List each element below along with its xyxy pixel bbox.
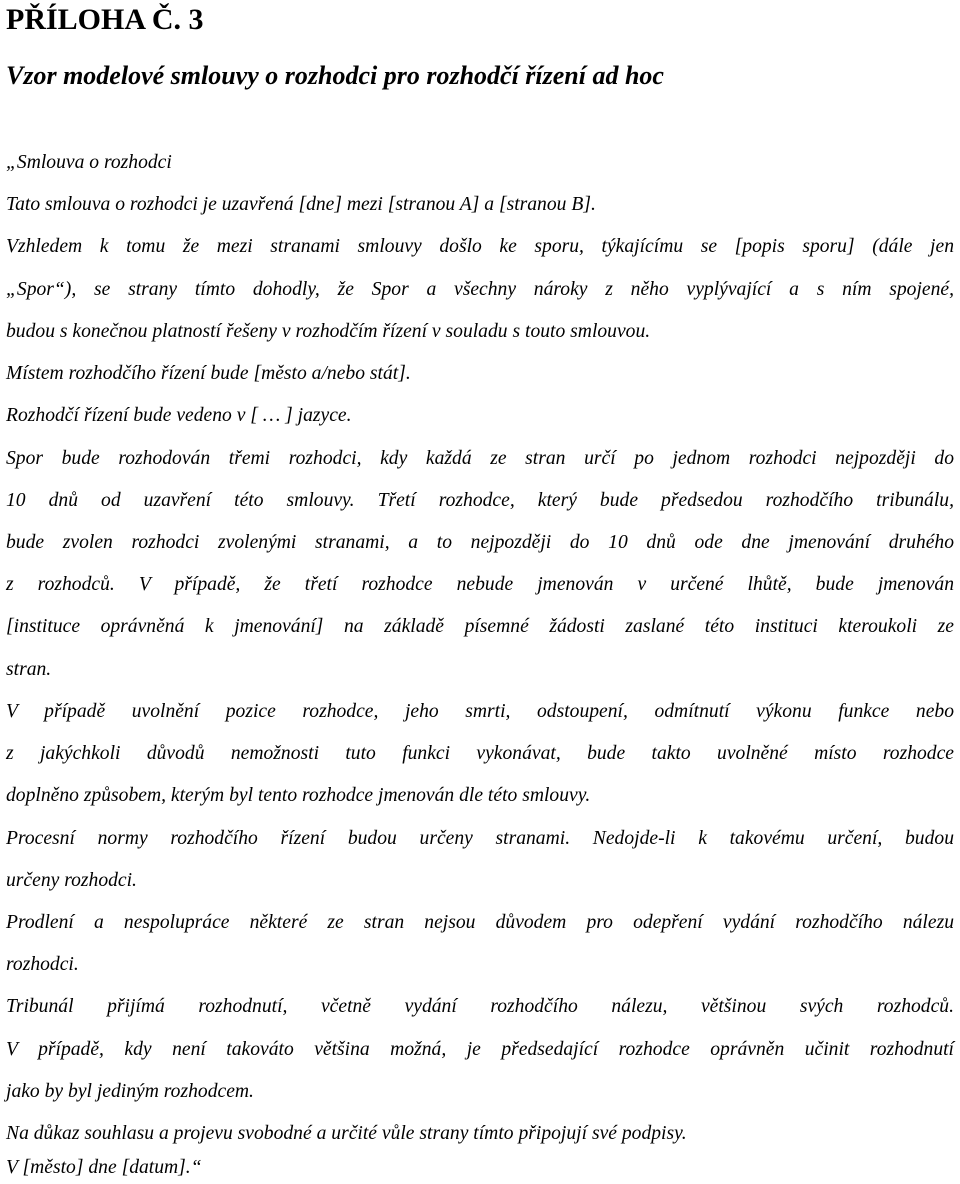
document-title: PŘÍLOHA Č. 3	[6, 3, 204, 36]
text-line: V případě uvolnění pozice rozhodce, jeho smrti, odstoupení, odmítnutí výkonu funkce nebo	[6, 701, 954, 722]
text-line: z rozhodců. V případě, že třetí rozhodce nebude jmenován v určené lhůtě, bude jmenován	[6, 574, 954, 595]
text-line: budou s konečnou platností řešeny v rozhodčím řízení v souladu s touto smlouvou.	[6, 321, 651, 342]
text-line: stran.	[6, 659, 52, 680]
text-line: z jakýchkoli důvodů nemožnosti tuto funkci vykonávat, bude takto uvolněné místo rozhodce	[6, 743, 954, 764]
text-line: Spor bude rozhodován třemi rozhodci, kdy každá ze stran určí po jednom rozhodci nejpozději do	[6, 448, 954, 469]
text-line: Tribunál přijímá rozhodnutí, včetně vydání rozhodčího nálezu, většinou svých rozhodců.	[6, 996, 954, 1017]
text-line: Vzhledem k tomu že mezi stranami smlouvy došlo ke sporu, týkajícímu se [popis sporu] (dále jen	[6, 236, 954, 257]
text-line: doplněno způsobem, kterým byl tento rozhodce jmenován dle této smlouvy.	[6, 785, 591, 806]
text-line: Procesní normy rozhodčího řízení budou určeny stranami. Nedojde-li k takovému určení, budou	[6, 828, 954, 849]
text-line: rozhodci.	[6, 954, 79, 975]
text-line: jako by byl jediným rozhodcem.	[6, 1081, 254, 1102]
text-line: Místem rozhodčího řízení bude [město a/nebo stát].	[6, 363, 411, 384]
text-line: určeny rozhodci.	[6, 870, 137, 891]
text-line: V [město] dne [datum].“	[6, 1157, 202, 1178]
text-line: „Spor“), se strany tímto dohodly, že Spor a všechny nároky z něho vyplývající a s ním spojené,	[6, 279, 954, 300]
text-line: [instituce oprávněná k jmenování] na základě písemné žádosti zaslané této instituci kteroukoli ze	[6, 616, 954, 637]
text-line: V případě, kdy není takováto většina možná, je předsedající rozhodce oprávněn učinit rozhodnutí	[6, 1039, 954, 1060]
text-line: Prodlení a nespolupráce některé ze stran nejsou důvodem pro odepření vydání rozhodčího nálezu	[6, 912, 954, 933]
text-line: 10 dnů od uzavření této smlouvy. Třetí rozhodce, který bude předsedou rozhodčího tribunálu,	[6, 490, 954, 511]
text-line: Tato smlouva o rozhodci je uzavřená [dne] mezi [stranou A] a [stranou B].	[6, 194, 596, 215]
document-subtitle: Vzor modelové smlouvy o rozhodci pro rozhodčí řízení ad hoc	[6, 61, 664, 90]
text-line: „Smlouva o rozhodci	[6, 152, 172, 173]
text-line: bude zvolen rozhodci zvolenými stranami, a to nejpozději do 10 dnů ode dne jmenování druhého	[6, 532, 954, 553]
text-line: Na důkaz souhlasu a projevu svobodné a určité vůle strany tímto připojují své podpisy.	[6, 1123, 687, 1144]
text-line: Rozhodčí řízení bude vedeno v [ … ] jazyce.	[6, 405, 352, 426]
